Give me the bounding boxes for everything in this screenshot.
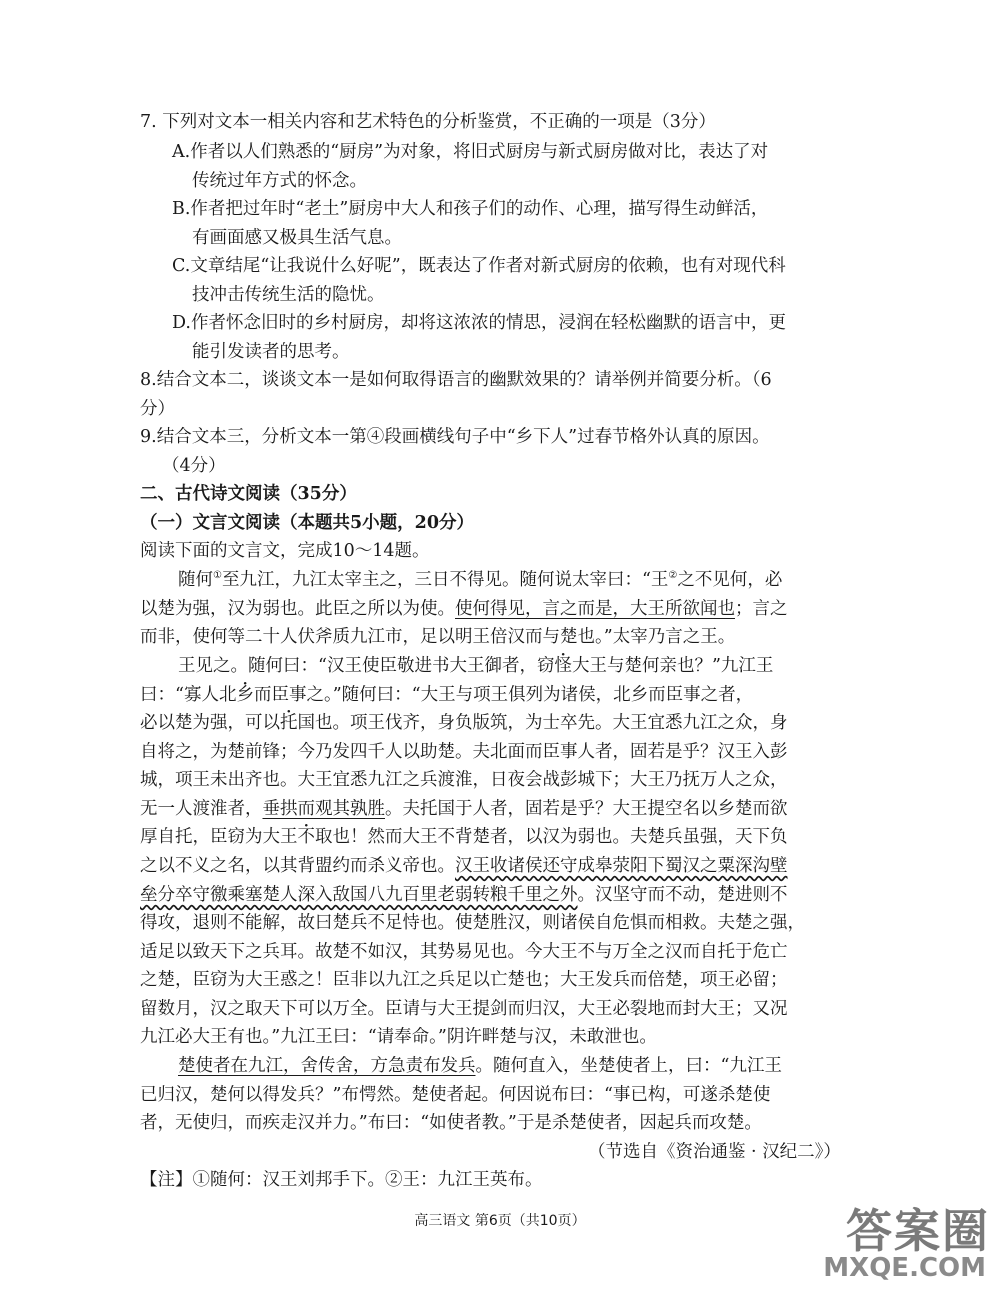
q7-option-d-line1: D.作者怀念旧时的乡村厨房，却将这浓浓的情思，浸润在轻松幽默的语言中，更 [172, 313, 786, 333]
underlined-sentence: 楚使者在九江，舍传舍，方急责布发兵 [178, 1056, 476, 1076]
watermark-site: MXQE.COM [823, 1253, 986, 1283]
passage-line: 得攻，退则不能解，故曰楚兵不足恃也。使楚胜汉，则诸侯自危惧而相救。夫楚之强， [140, 913, 805, 933]
q7-option-a-line1: A.作者以人们熟悉的“厨房”为对象，将旧式厨房与新式厨房做对比，表达了对 [172, 142, 769, 162]
q7-option-b-line2: 有画面感又极具生活气息。 [192, 228, 402, 248]
watermark-brand: 答案圈 [846, 1204, 990, 1258]
subsection-title: （一）文言文阅读（本题共5小题，20分） [140, 513, 475, 533]
page-footer: 高三语文 第6页（共10页） [414, 1213, 586, 1229]
passage-line [140, 597, 788, 621]
text-run: 厚自托，臣窃为 [140, 827, 263, 847]
q8-line1: 8.结合文本二，谈谈文本一是如何取得语言的幽默效果的？请举例并简要分析。（6 [140, 370, 772, 390]
text-run: 至九江，九江太宰主之，三日不得见。随何说太宰曰：“王 [221, 570, 669, 590]
passage-line [178, 1054, 782, 1078]
dotted-word: 大王不取也 · [263, 827, 351, 847]
wavy-underlined-sentence: 垒分卒守徼乘塞楚人深入敌国八九百里老弱转粮千里之外 [140, 885, 578, 905]
passage-line: 已归汉，楚何以得发兵？”布愕然。楚使者起。何因说布曰：“事已构，可遂杀楚使 [140, 1085, 771, 1105]
text-run: 而臣事之。”随何曰：“大王与项王俱列为诸侯，北乡而臣事之者， [253, 685, 754, 705]
text-run: 大王与楚何亲也？”九江王 [571, 656, 774, 676]
passage-line: 九江必大王有也。”九江王曰：“请奉命。”阴许畔楚与汉，未敢泄也。 [140, 1027, 657, 1047]
passage-line: 之楚，臣窃为大王惑之！臣非以九江之兵足以亡楚也；大王发兵而倍楚，项王必留； [140, 970, 788, 990]
text-run: 曰：“寡人北 [140, 685, 237, 705]
q7-option-c-line1: C.文章结尾“让我说什么好呢”，既表达了作者对新式厨房的依赖，也有对现代科 [172, 256, 786, 276]
passage-line: 城，项王未出齐也。大王宜悉九江之兵渡淮，日夜会战彭城下；大王乃抚万人之众， [140, 770, 788, 790]
footnote: 【注】①随何：汉王刘邦手下。②王：九江王英布。 [140, 1170, 543, 1190]
passage-line [140, 854, 788, 878]
text-run: 。夫托国于人者，固若是乎？大王提空名以乡楚而欲 [385, 799, 788, 819]
footnote-marker: ② [668, 570, 678, 582]
passage-line: 者，无使归，而疾走汉并力。”布曰：“如使者教。”于是杀楚使者，因起兵而攻楚。 [140, 1113, 762, 1133]
q7-option-d-line2: 能引发读者的思考。 [192, 342, 350, 362]
underlined-sentence: 垂拱而观其孰胜 [262, 799, 385, 819]
text-run: 之以不义之名，以其背盟约而杀义帝也。 [140, 856, 455, 876]
passage-line [140, 797, 788, 821]
q8-line2: 分） [140, 399, 175, 419]
wavy-underlined-sentence: 汉王收诸侯还守成皋荥阳下蜀汉之粟深沟壁 [455, 856, 788, 876]
text-run: 以楚为强，汉为弱也。此臣之所以为使。 [140, 599, 455, 619]
q9-line1: 9.结合文本三，分析文本一第④段画横线句子中“乡下人”过春节格外认真的原因。 [140, 427, 770, 447]
text-run: ！然而大王不背楚者，以汉为弱也。夫楚兵虽强，天下负 [350, 827, 788, 847]
passage-line [140, 683, 753, 707]
section-title: 二、古代诗文阅读（35分） [140, 484, 357, 504]
text-run: 。汉坚守而不动，楚进则不 [577, 885, 788, 905]
passage-line [178, 654, 773, 678]
text-run: 国也。项王伐齐，身负版筑，为士卒先。大王宜悉九江之众，身 [297, 713, 788, 733]
q7-option-c-line2: 技冲击传统生活的隐忧。 [192, 285, 385, 305]
text-run: 随何 [178, 570, 213, 590]
q7-option-b-line1: B.作者把过年时“老土”厨房中大人和孩子们的动作、心理，描写得生动鲜活， [172, 199, 769, 219]
footnote-marker: ① [213, 570, 222, 582]
watermark-logo [823, 1195, 990, 1285]
dotted-word: 托 [280, 713, 298, 733]
passage-line: 而非，使何等二十人伏斧质九江市，足以明王倍汉而与楚也。”太宰乃言之王。 [140, 627, 736, 647]
text-run: 王见之。随何曰：“汉王使臣敬进书大王御者，窃 [178, 656, 555, 676]
passage-line [178, 568, 782, 592]
passage-line [140, 883, 788, 907]
passage-line [140, 711, 788, 735]
passage-source: （节选自《资治通鉴 · 汉纪二》） [588, 1142, 841, 1162]
text-run: 之不见何，必 [677, 570, 783, 590]
dotted-word: 怪 [554, 656, 572, 676]
dotted-word: 乡 [236, 685, 254, 705]
q7-option-a-line2: 传统过年方式的怀念。 [192, 171, 367, 191]
underlined-sentence: 使何得见，言之而是，大王所欲闻也 [455, 599, 735, 619]
text-run: 无一人渡淮者， [140, 799, 263, 819]
text-run: 必以楚为强，可以 [140, 713, 280, 733]
q9-line2: （4分） [162, 456, 226, 476]
reading-instruction: 阅读下面的文言文，完成10～14题。 [140, 541, 430, 561]
passage-line: 留数月，汉之取天下可以万全。臣请与大王提剑而归汉，大王必裂地而封大王；又况 [140, 999, 788, 1019]
text-run: ；言之 [735, 599, 788, 619]
q7-stem: 7. 下列对文本一相关内容和艺术特色的分析鉴赏，不正确的一项是（3分） [140, 112, 716, 132]
passage-line: 自将之，为楚前锋；今乃发四千人以助楚。夫北面而臣事人者，固若是乎？汉王入彭 [140, 742, 788, 762]
passage-line: 适足以致天下之兵耳。故楚不如汉，其势易见也。今大王不与万全之汉而自托于危亡 [140, 942, 788, 962]
text-run: 。随何直入，坐楚使者上，曰：“九江王 [475, 1056, 782, 1076]
passage-line [140, 825, 788, 849]
